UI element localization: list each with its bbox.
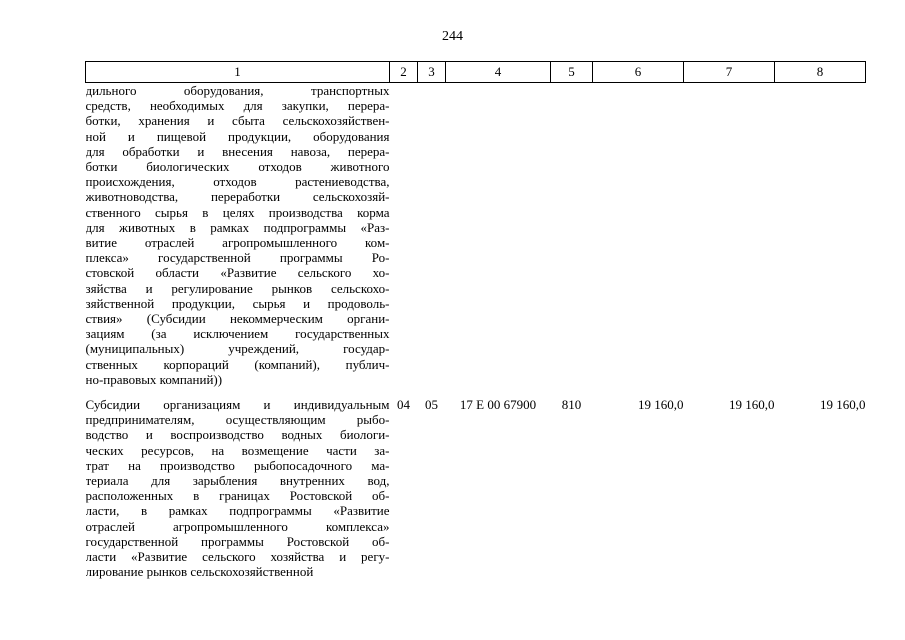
description-line: лирование рынков сельскохозяйственной (85, 564, 314, 580)
description-line: териала для зарыбления внутренних вод, (85, 473, 390, 489)
description-line: отраслей агропромышленного комплекса» (85, 518, 390, 534)
description-line: государственной программы Ростовской об- (85, 533, 390, 549)
description-line: витие отраслей агропромышленного ком- (85, 235, 390, 251)
description-line: ласти, в рамках подпрограммы «Развитие (85, 503, 390, 519)
description-line: животноводства, переработки сельскохозяй- (85, 189, 390, 205)
description-line: (муниципальных) учреждений, государ- (85, 341, 390, 357)
row-col-2 (390, 83, 418, 388)
description-line: водство и воспроизводство водных биологи- (85, 427, 390, 443)
description-line: предпринимателям, осуществляющим рыбо- (85, 412, 390, 428)
row-col-5: 810 (561, 397, 582, 413)
header-col-1: 1 (86, 62, 390, 83)
description-line: дильного оборудования, транспортных (85, 83, 390, 98)
row-col-3 (418, 83, 446, 388)
page-number: 244 (442, 29, 463, 44)
description-line: зяйственной продукции, сырья и продоволь- (85, 295, 390, 311)
description-line: ственного сырья в целях производства корма (85, 204, 390, 220)
description-line: Субсидии организациям и индивидуальным (85, 397, 390, 413)
row-description (86, 83, 390, 388)
row-description (86, 387, 390, 579)
header-col-3: 3 (418, 62, 446, 83)
row-col-6: 19 160,0 (638, 397, 684, 413)
table-header-row (86, 62, 866, 83)
description-line: ной и пищевой продукции, оборудования (85, 128, 390, 144)
description-line: для обработки и внесения навоза, перера- (85, 143, 390, 159)
description-line: ственных корпораций (компаний), публич- (85, 356, 390, 372)
description-line: ботки биологических отходов животного (85, 159, 390, 175)
row-col-8 (775, 83, 866, 388)
row-col-8: 19 160,0 (820, 397, 866, 413)
description-line: трат на производство рыбопосадочного ма- (85, 457, 390, 473)
header-col-4: 4 (446, 62, 551, 83)
row-col-6 (593, 83, 684, 388)
row-col-7 (684, 83, 775, 388)
description-line: плекса» государственной программы Ро- (85, 250, 390, 266)
description-line: зациям (за исключением государственных (85, 326, 390, 342)
description-line: происхождения, отходов растениеводства, (85, 174, 390, 190)
budget-table (85, 61, 866, 580)
row-col-7: 19 160,0 (729, 397, 775, 413)
description-line: ческих ресурсов, на возмещение части за- (85, 442, 390, 458)
description-line: ботки, хранения и сбыта сельскохозяйствен- (85, 113, 390, 129)
row-col-2: 04 (397, 397, 410, 413)
description-line: но-правовых компаний)) (85, 371, 223, 387)
description-line: зяйства и регулирование рынков сельскохо- (85, 280, 390, 296)
header-col-2: 2 (390, 62, 418, 83)
description-line: для животных в рамках подпрограммы «Раз- (85, 219, 390, 235)
row-col-3: 05 (425, 397, 438, 413)
header-col-7: 7 (684, 62, 775, 83)
row-col-4 (446, 83, 551, 388)
description-line: ласти «Развитие сельского хозяйства и регу- (85, 549, 390, 565)
description-line: расположенных в границах Ростовской об- (85, 488, 390, 504)
table-row (86, 387, 866, 579)
description-line: стовской области «Развитие сельского хо- (85, 265, 390, 281)
header-col-6: 6 (593, 62, 684, 83)
description-line: ствия» (Субсидии некоммерческим органи- (85, 311, 390, 327)
description-line: средств, необходимых для закупки, перера- (85, 98, 390, 114)
row-col-5 (551, 83, 593, 388)
row-col-4: 17 Е 00 67900 (459, 397, 537, 413)
header-col-5: 5 (551, 62, 593, 83)
table-row (86, 83, 866, 388)
header-col-8: 8 (775, 62, 866, 83)
